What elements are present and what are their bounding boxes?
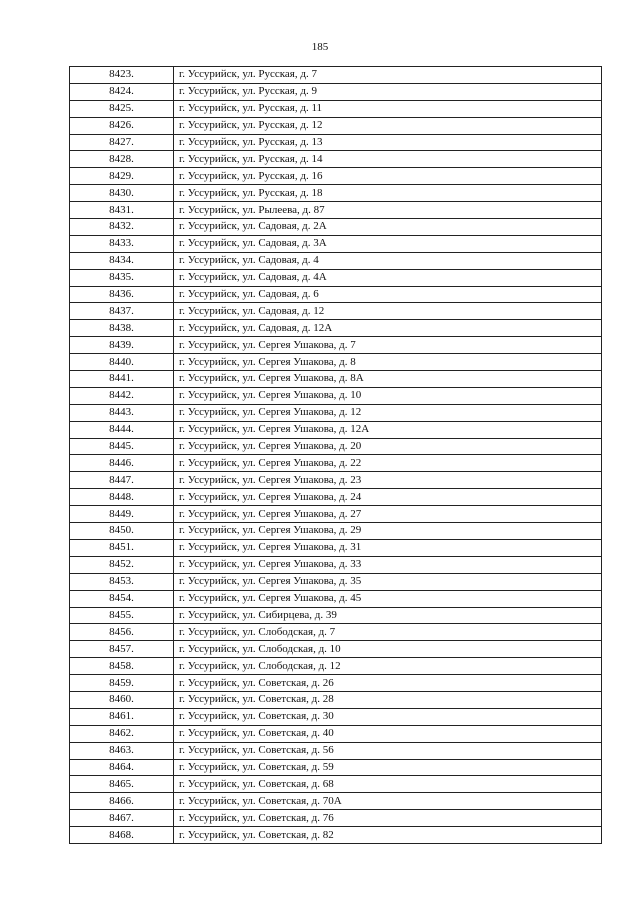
row-number: 8466. [70,793,174,810]
row-number: 8434. [70,252,174,269]
row-address: г. Уссурийск, ул. Русская, д. 11 [174,100,602,117]
table-row [70,134,602,151]
row-address: г. Уссурийск, ул. Слободская, д. 7 [174,624,602,641]
row-number: 8452. [70,556,174,573]
row-address: г. Уссурийск, ул. Сергея Ушакова, д. 35 [174,573,602,590]
row-address: г. Уссурийск, ул. Сергея Ушакова, д. 7 [174,337,602,354]
table-row [70,455,602,472]
table-row [70,725,602,742]
table-row [70,100,602,117]
table-row [70,658,602,675]
row-address: г. Уссурийск, ул. Слободская, д. 12 [174,658,602,675]
row-address: г. Уссурийск, ул. Сергея Ушакова, д. 29 [174,523,602,540]
row-number: 8467. [70,810,174,827]
row-number: 8426. [70,117,174,134]
table-row [70,219,602,236]
row-address: г. Уссурийск, ул. Русская, д. 16 [174,168,602,185]
row-address: г. Уссурийск, ул. Сергея Ушакова, д. 33 [174,556,602,573]
row-number: 8438. [70,320,174,337]
row-address: г. Уссурийск, ул. Садовая, д. 4А [174,269,602,286]
row-address: г. Уссурийск, ул. Сергея Ушакова, д. 8А [174,371,602,388]
table-row [70,523,602,540]
row-number: 8440. [70,354,174,371]
row-number: 8429. [70,168,174,185]
row-address: г. Уссурийск, ул. Советская, д. 26 [174,675,602,692]
row-address: г. Уссурийск, ул. Русская, д. 12 [174,117,602,134]
row-number: 8460. [70,691,174,708]
row-number: 8448. [70,489,174,506]
row-number: 8446. [70,455,174,472]
row-number: 8463. [70,742,174,759]
row-number: 8456. [70,624,174,641]
row-number: 8439. [70,337,174,354]
table-row [70,67,602,84]
row-number: 8447. [70,472,174,489]
row-number: 8468. [70,827,174,844]
table-row [70,438,602,455]
row-address: г. Уссурийск, ул. Садовая, д. 6 [174,286,602,303]
table-row [70,387,602,404]
row-number: 8435. [70,269,174,286]
row-address: г. Уссурийск, ул. Садовая, д. 2А [174,219,602,236]
row-number: 8431. [70,202,174,219]
row-number: 8459. [70,675,174,692]
table-row [70,235,602,252]
table-row [70,320,602,337]
table-row [70,269,602,286]
row-address: г. Уссурийск, ул. Сергея Ушакова, д. 23 [174,472,602,489]
table-row [70,742,602,759]
row-number: 8442. [70,387,174,404]
table-row [70,151,602,168]
row-address: г. Уссурийск, ул. Советская, д. 30 [174,708,602,725]
row-number: 8441. [70,371,174,388]
row-number: 8436. [70,286,174,303]
row-number: 8461. [70,708,174,725]
row-number: 8453. [70,573,174,590]
table-row [70,337,602,354]
table-row [70,117,602,134]
row-number: 8437. [70,303,174,320]
table-row [70,624,602,641]
table-row [70,691,602,708]
row-address: г. Уссурийск, ул. Сергея Ушакова, д. 10 [174,387,602,404]
row-address: г. Уссурийск, ул. Советская, д. 76 [174,810,602,827]
row-address: г. Уссурийск, ул. Сергея Ушакова, д. 45 [174,590,602,607]
row-address: г. Уссурийск, ул. Русская, д. 13 [174,134,602,151]
row-address: г. Уссурийск, ул. Советская, д. 59 [174,759,602,776]
table-row [70,168,602,185]
table-row [70,404,602,421]
table-row [70,708,602,725]
table-row [70,776,602,793]
row-address: г. Уссурийск, ул. Садовая, д. 12 [174,303,602,320]
row-number: 8445. [70,438,174,455]
table-row [70,202,602,219]
row-number: 8449. [70,506,174,523]
row-address: г. Уссурийск, ул. Сибирцева, д. 39 [174,607,602,624]
row-number: 8462. [70,725,174,742]
table-row [70,185,602,202]
row-number: 8458. [70,658,174,675]
address-table-body [70,67,602,844]
table-row [70,539,602,556]
row-number: 8425. [70,100,174,117]
table-row [70,506,602,523]
row-number: 8430. [70,185,174,202]
row-number: 8423. [70,67,174,84]
row-number: 8455. [70,607,174,624]
row-address: г. Уссурийск, ул. Садовая, д. 12А [174,320,602,337]
row-address: г. Уссурийск, ул. Садовая, д. 3А [174,235,602,252]
row-address: г. Уссурийск, ул. Советская, д. 68 [174,776,602,793]
row-number: 8428. [70,151,174,168]
table-row [70,573,602,590]
table-row [70,759,602,776]
row-address: г. Уссурийск, ул. Советская, д. 70А [174,793,602,810]
row-address: г. Уссурийск, ул. Рылеева, д. 87 [174,202,602,219]
row-number: 8424. [70,83,174,100]
table-row [70,810,602,827]
table-row [70,371,602,388]
row-address: г. Уссурийск, ул. Сергея Ушакова, д. 12А [174,421,602,438]
table-row [70,827,602,844]
row-number: 8427. [70,134,174,151]
table-row [70,793,602,810]
row-number: 8465. [70,776,174,793]
table-row [70,252,602,269]
row-number: 8454. [70,590,174,607]
table-row [70,421,602,438]
row-number: 8433. [70,235,174,252]
row-address: г. Уссурийск, ул. Советская, д. 40 [174,725,602,742]
address-table [69,66,602,844]
table-row [70,607,602,624]
row-address: г. Уссурийск, ул. Сергея Ушакова, д. 12 [174,404,602,421]
table-row [70,556,602,573]
row-address: г. Уссурийск, ул. Сергея Ушакова, д. 20 [174,438,602,455]
table-row [70,641,602,658]
row-address: г. Уссурийск, ул. Русская, д. 9 [174,83,602,100]
row-address: г. Уссурийск, ул. Советская, д. 82 [174,827,602,844]
table-row [70,472,602,489]
table-row [70,675,602,692]
row-address: г. Уссурийск, ул. Сергея Ушакова, д. 22 [174,455,602,472]
row-number: 8451. [70,539,174,556]
row-number: 8450. [70,523,174,540]
row-number: 8464. [70,759,174,776]
row-number: 8457. [70,641,174,658]
table-row [70,286,602,303]
row-address: г. Уссурийск, ул. Русская, д. 14 [174,151,602,168]
table-row [70,83,602,100]
row-address: г. Уссурийск, ул. Сергея Ушакова, д. 27 [174,506,602,523]
row-address: г. Уссурийск, ул. Советская, д. 56 [174,742,602,759]
table-row [70,303,602,320]
table-row [70,489,602,506]
page-number: 185 [311,41,329,53]
row-number: 8432. [70,219,174,236]
table-row [70,354,602,371]
table-row [70,590,602,607]
row-address: г. Уссурийск, ул. Русская, д. 7 [174,67,602,84]
row-address: г. Уссурийск, ул. Сергея Ушакова, д. 24 [174,489,602,506]
row-number: 8444. [70,421,174,438]
row-number: 8443. [70,404,174,421]
row-address: г. Уссурийск, ул. Сергея Ушакова, д. 31 [174,539,602,556]
row-address: г. Уссурийск, ул. Сергея Ушакова, д. 8 [174,354,602,371]
row-address: г. Уссурийск, ул. Садовая, д. 4 [174,252,602,269]
row-address: г. Уссурийск, ул. Слободская, д. 10 [174,641,602,658]
row-address: г. Уссурийск, ул. Русская, д. 18 [174,185,602,202]
row-address: г. Уссурийск, ул. Советская, д. 28 [174,691,602,708]
